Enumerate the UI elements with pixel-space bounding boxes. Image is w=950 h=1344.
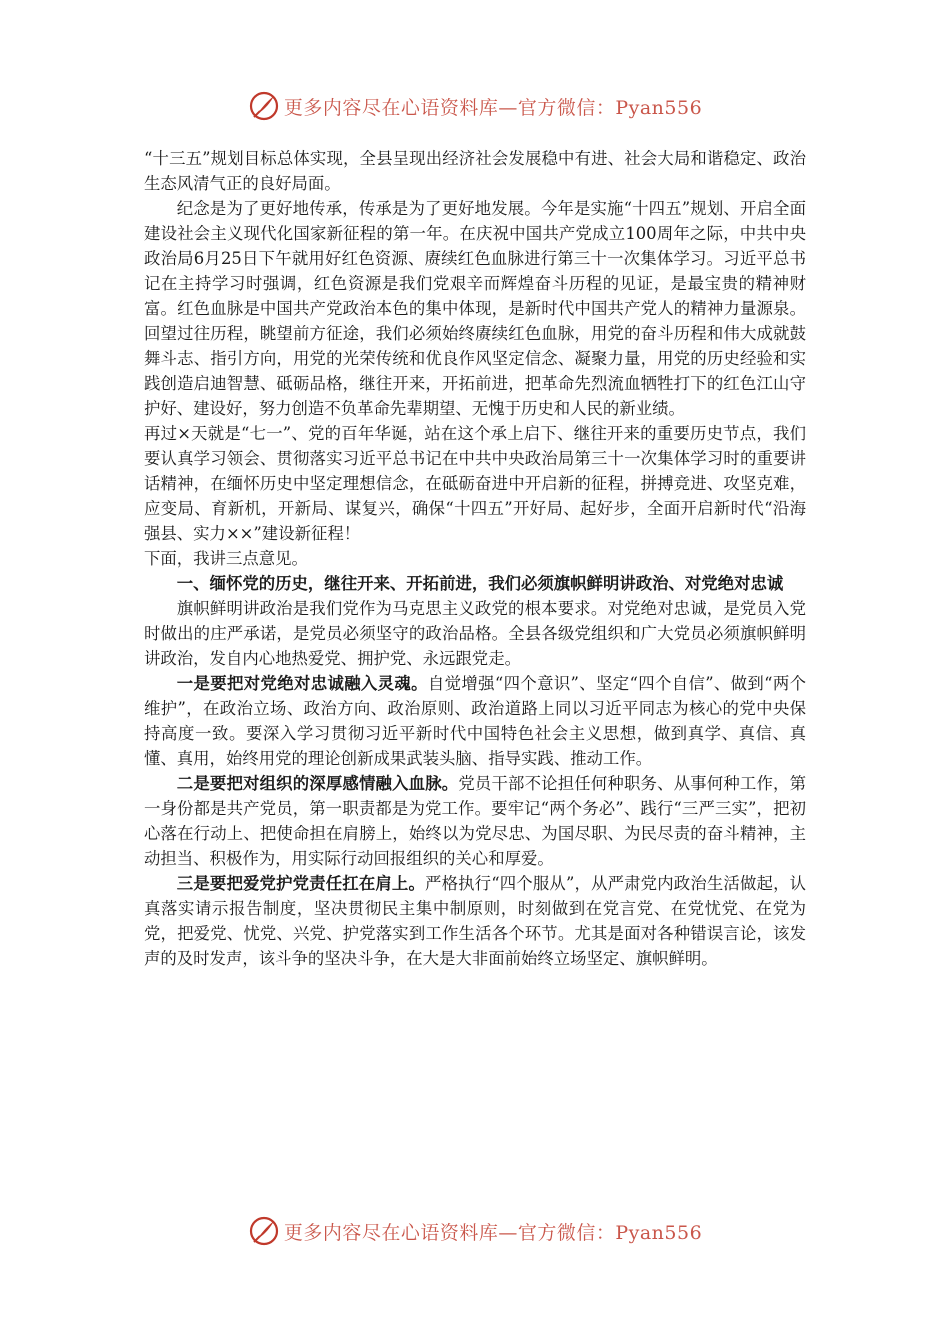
quill-logo-icon: [248, 1215, 280, 1247]
paragraph: 旗帜鲜明讲政治是我们党作为马克思主义政党的根本要求。对党绝对忠诚，是党员入党时做出的庄严承诺，是党员必须坚守的政治品格。全县各级党组织和广大党员必须旗帜鲜明讲政治，发自内心地热爱党、拥护党、永远跟党走。: [144, 599, 806, 668]
footer-banner: [0, 1211, 950, 1251]
paragraph: [144, 771, 806, 871]
paragraph: [144, 871, 806, 971]
paragraph: 再过×天就是“七一”、党的百年华诞，站在这个承上启下、继往开来的重要历史节点，我们要认真学习领会、贯彻落实习近平总书记在中共中央政治局第三十一次集体学习时的重要讲话精神，在缅怀历史中坚定理想信念，在砥砺奋进中开启新的征程，拼搏竞进、攻坚克难，应变局、育新机，开新局、谋复兴，确保“十四五”开好局、起好步，全面开启新时代“沿海强县、实力××”建设新征程！: [144, 424, 806, 543]
paragraph: 下面，我讲三点意见。: [144, 549, 308, 568]
document-body: [144, 146, 806, 971]
paragraph-body: 党员干部不论担任何种职务、从事何种工作，第一身份都是共产党员，第一职责都是为党工作。要牢记“两个务必”、践行“三严三实”，把初心落在行动上、把使命担在肩膀上，始终以为党尽忠、为国尽职、为民尽责的奋斗精神，主动担当、积极作为，用实际行动回报组织的关心和厚爱。: [144, 774, 806, 868]
paragraph: “十三五”规划目标总体实现，全县呈现出经济社会发展稳中有进、社会大局和谐稳定、政治生态风清气正的良好局面。: [144, 149, 806, 193]
paragraph-lead: 三是要把爱党护党责任扛在肩上。: [176, 874, 426, 893]
footer-banner-text: 更多内容尽在心语资料库—官方微信：Pyan556: [283, 1221, 703, 1244]
paragraph-body: 严格执行“四个服从”，从严肃党内政治生活做起，认真落实请示报告制度，坚决贯彻民主集中制原则，时刻做到在党言党、在党忧党、在党为党，把爱党、忧党、兴党、护党落实到工作生活各个环节。尤其是面对各种错误言论，该发声的及时发声，该斗争的坚决斗争，在大是大非面前始终立场坚定、旗帜鲜明。: [144, 874, 807, 968]
paragraph: 纪念是为了更好地传承，传承是为了更好地发展。今年是实施“十四五”规划、开启全面建设社会主义现代化国家新征程的第一年。在庆祝中国共产党成立100周年之际，中共中央政治局6月25日下午就用好红色资源、赓续红色血脉进行第三十一次集体学习。习近平总书记在主持学习时强调，红色资源是我们党艰辛而辉煌奋斗历程的见证，是最宝贵的精神财富。红色血脉是中国共产党政治本色的集中体现，是新时代中国共产党人的精神力量源泉。回望过往历程，眺望前方征途，我们必须始终赓续红色血脉，用党的奋斗历程和伟大成就鼓舞斗志、指引方向，用党的光荣传统和优良作风坚定信念、凝聚力量，用党的历史经验和实践创造启迪智慧、砥砺品格，继往开来，开拓前进，把革命先烈流血牺牲打下的红色江山守护好、建设好，努力创造不负革命先辈期望、无愧于历史和人民的新业绩。: [144, 199, 806, 418]
paragraph-body: 自觉增强“四个意识”、坚定“四个自信”、做到“两个维护”，在政治立场、政治方向、政治原则、政治道路上同以习近平同志为核心的党中央保持高度一致。要深入学习贯彻习近平新时代中国特色社会主义思想，做到真学、真信、真懂、真用，始终用党的理论创新成果武装头脑、指导实践、推动工作。: [144, 674, 806, 768]
header-banner-text: 更多内容尽在心语资料库—官方微信：Pyan556: [283, 96, 703, 119]
paragraph-lead: 二是要把对组织的深厚感情融入血脉。: [176, 774, 459, 793]
paragraph-lead: 一是要把对党绝对忠诚融入灵魂。: [176, 674, 428, 693]
header-banner: [0, 86, 950, 126]
section-heading: 一、缅怀党的历史，继往开来、开拓前进，我们必须旗帜鲜明讲政治、对党绝对忠诚: [176, 574, 784, 593]
quill-logo-icon: [248, 90, 280, 122]
paragraph: [144, 671, 806, 771]
